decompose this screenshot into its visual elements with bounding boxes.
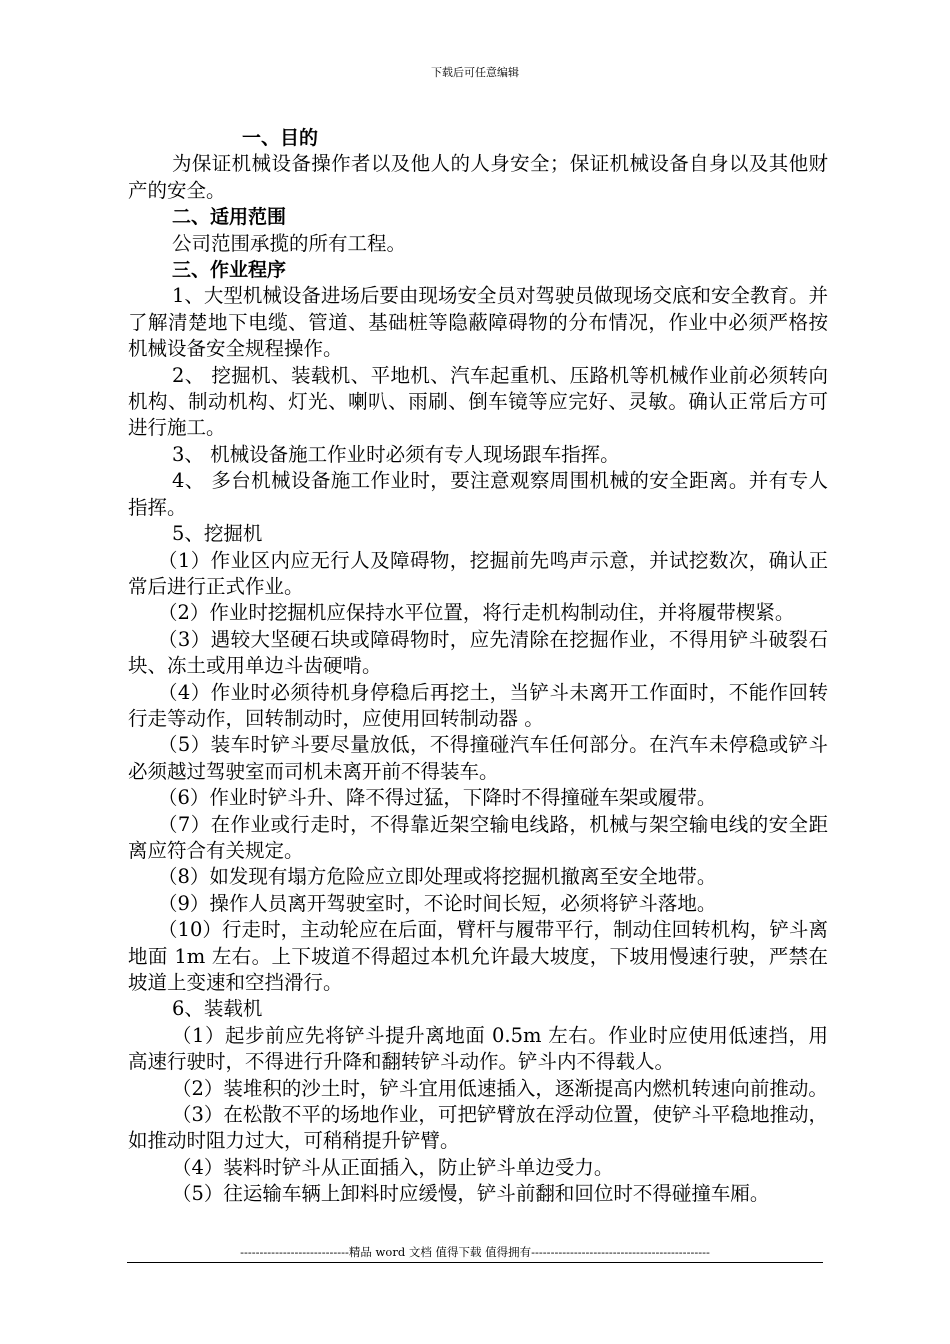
list-item: （2）装堆积的沙土时，铲斗宜用低速插入，逐渐提高内燃机转速向前推动。 — [172, 1076, 828, 1100]
page-header: 下载后可任意编辑 — [431, 66, 519, 79]
list-item: （1）起步前应先将铲斗提升离地面 0.5m 左右。作业时应使用低速挡，用高速行驶时，不得进行升降和翻转铲斗动作。铲斗内不得载人。 — [128, 1023, 828, 1074]
list-item: （5）往运输车辆上卸料时应缓慢，铲斗前翻和回位时不得碰撞车厢。 — [172, 1182, 770, 1206]
list-item: （3）在松散不平的场地作业，可把铲臂放在浮动位置，使铲斗平稳地推动，如推动时阻力过大，可稍稍提升铲臂。 — [128, 1103, 828, 1153]
document-body — [128, 125, 828, 1208]
paragraph: 3、 机械设备施工作业时必须有专人现场跟车指挥。 — [172, 442, 620, 466]
page-footer: ----------------------------精品 word 文档 值得下载 值得拥有---------------------------------------------- — [240, 1245, 710, 1259]
list-item: （3）遇较大坚硬石块或障碍物时，应先清除在挖掘作业，不得用铲斗破裂石块、冻土或用单边斗齿硬啃。 — [128, 627, 828, 678]
list-item: （10）行走时，主动轮应在后面，臂杆与履带平行，制动住回转机构，铲斗离地面 1m 左右。上下坡道不得超过本机允许最大坡度，下坡用慢速行驶，严禁在坡道上变速和空挡滑行。 — [128, 918, 828, 994]
list-item: （8）如发现有塌方危险应立即处理或将挖掘机撤离至安全地带。 — [158, 865, 717, 889]
list-item: （2）作业时挖掘机应保持水平位置，将行走机构制动住，并将履带楔紧。 — [158, 601, 795, 625]
list-item: （6）作业时铲斗升、降不得过猛，下降时不得撞碰车架或履带。 — [158, 786, 717, 810]
section-title-purpose: 一、目的 — [242, 127, 319, 149]
list-item: （7）在作业或行走时，不得靠近架空输电线路，机械与架空输电线的安全距离应符合有关规定。 — [128, 812, 828, 862]
section-title-scope: 二、适用范围 — [172, 206, 287, 229]
subsection-title-loader: 6、装载机 — [172, 997, 263, 1021]
paragraph: 2、 挖掘机、装载机、平地机、汽车起重机、压路机等机械作业前必须转向机构、制动机构、灯光、喇叭、雨刷、倒车镜等应完好、灵敏。确认正常后方可进行施工。 — [128, 363, 828, 440]
list-item: （9）操作人员离开驾驶室时，不论时间长短，必须将铲斗落地。 — [158, 891, 717, 915]
subsection-title-excavator: 5、挖掘机 — [172, 522, 263, 546]
paragraph: 公司范围承揽的所有工程。 — [172, 231, 407, 255]
list-item: （1）作业区内应无行人及障碍物，挖掘前先鸣声示意，并试挖数次，确认正常后进行正式作业。 — [128, 548, 828, 598]
paragraph: 4、 多台机械设备施工作业时，要注意观察周围机械的安全距离。并有专人指挥。 — [128, 469, 828, 519]
section-title-procedure: 三、作业程序 — [172, 259, 287, 282]
footer-divider — [127, 1262, 823, 1263]
paragraph: 1、大型机械设备进场后要由现场安全员对驾驶员做现场交底和安全教育。并了解清楚地下电缆、管道、基础桩等隐蔽障碍物的分布情况，作业中必须严格按机械设备安全规程操作。 — [128, 284, 828, 361]
list-item: （4）装料时铲斗从正面插入，防止铲斗单边受力。 — [172, 1155, 614, 1179]
list-item: （4）作业时必须待机身停稳后再挖土，当铲斗未离开工作面时，不能作回转行走等动作，回转制动时，应使用回转制动器 。 — [128, 680, 828, 730]
list-item: （5）装车时铲斗要尽量放低，不得撞碰汽车任何部分。在汽车未停稳或铲斗必须越过驾驶室而司机未离开前不得装车。 — [128, 733, 828, 783]
paragraph: 为保证机械设备操作者以及他人的人身安全；保证机械设备自身以及其他财产的安全。 — [128, 152, 828, 202]
